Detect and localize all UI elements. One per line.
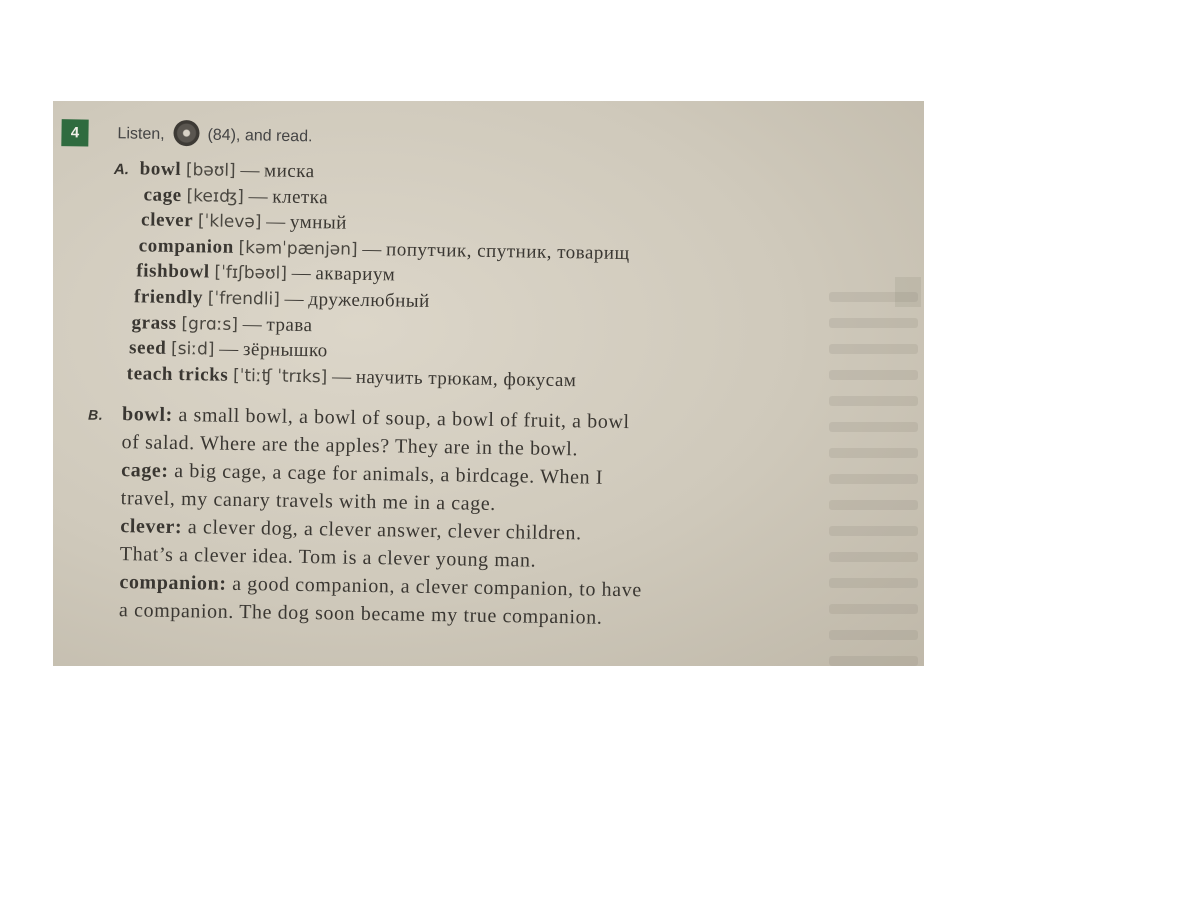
example-text: a companion. The dog soon became my true companion.: [118, 599, 603, 629]
exercise-number-badge: 4: [61, 119, 88, 146]
example-text: That’s a clever idea. Tom is a clever young man.: [119, 543, 537, 572]
vocab-transcription: [bəʊl]: [185, 160, 236, 181]
vocab-dash: —: [248, 185, 268, 207]
vocab-word: companion: [138, 235, 235, 258]
vocab-transcription: [ˈfrendli]: [207, 288, 281, 310]
vocab-transcription: [siːd]: [170, 339, 215, 360]
section-b-label: B.: [87, 406, 104, 423]
vocab-dash: —: [291, 263, 311, 285]
example-text: a good companion, a clever companion, to have: [231, 572, 642, 602]
vocab-translation: умный: [289, 211, 348, 234]
vocab-dash: —: [362, 238, 382, 260]
section-a-label: A.: [113, 160, 130, 179]
example-headword: cage:: [121, 459, 169, 482]
vocab-dash: —: [242, 313, 262, 335]
example-text: a clever dog, a clever answer, clever children.: [187, 516, 582, 545]
vocab-word: seed: [128, 337, 167, 359]
vocab-translation: клетка: [272, 186, 329, 208]
textbook-photo: [53, 101, 924, 666]
vocab-translation: дружелюбный: [308, 289, 430, 312]
vocab-transcription: [ˈfɪʃbəʊl]: [214, 262, 288, 285]
vocab-transcription: [ˈtiːʧ ˈtrɪks]: [232, 365, 328, 388]
vocab-transcription: [grɑːs]: [181, 313, 239, 335]
vocab-translation: аквариум: [315, 263, 396, 286]
vocab-dash: —: [331, 366, 352, 388]
audio-track-number: (84),: [207, 126, 241, 145]
vocab-word: grass: [131, 311, 177, 334]
vocab-translation: зёрнышко: [242, 339, 328, 362]
vocab-translation: научить трюкам, фокусам: [355, 366, 577, 392]
vocab-translation: миска: [263, 160, 315, 183]
textbook-page: [53, 101, 924, 666]
example-text: of salad. Where are the apples? They are in the bowl.: [121, 431, 579, 461]
vocab-word: teach tricks: [126, 362, 229, 386]
vocab-dash: —: [240, 159, 260, 182]
vocab-word: clever: [140, 209, 194, 232]
section-b-examples: [85, 400, 870, 636]
audio-disc-icon: [173, 120, 199, 146]
example-headword: clever:: [120, 515, 183, 539]
example-text: travel, my canary travels with me in a cage.: [120, 487, 497, 516]
vocab-transcription: [ˈklevə]: [197, 211, 262, 233]
instruction-read: and read.: [244, 127, 313, 146]
vocab-transcription: [keɪʤ]: [186, 185, 244, 207]
vocab-word: friendly: [133, 286, 204, 309]
instruction-listen: Listen,: [117, 125, 165, 143]
example-text: a small bowl, a bowl of soup, a bowl of fruit, a bowl: [178, 404, 630, 434]
example-headword: companion:: [119, 571, 227, 595]
exercise-instruction: [117, 121, 312, 150]
example-headword: bowl:: [121, 403, 174, 426]
vocab-translation: трава: [266, 313, 313, 336]
vocab-word: fishbowl: [136, 260, 210, 283]
section-a-vocabulary: [111, 156, 632, 394]
vocab-translation: попутчик, спутник, товарищ: [385, 239, 630, 264]
example-text: a big cage, a cage for animals, a birdcage. When I: [174, 459, 604, 489]
vocab-word: bowl: [139, 158, 182, 181]
vocab-word: cage: [143, 184, 182, 206]
vocab-dash: —: [266, 211, 286, 233]
vocab-dash: —: [284, 288, 304, 310]
vocab-transcription: [kəmˈpænjən]: [238, 237, 358, 260]
vocab-dash: —: [219, 338, 239, 361]
